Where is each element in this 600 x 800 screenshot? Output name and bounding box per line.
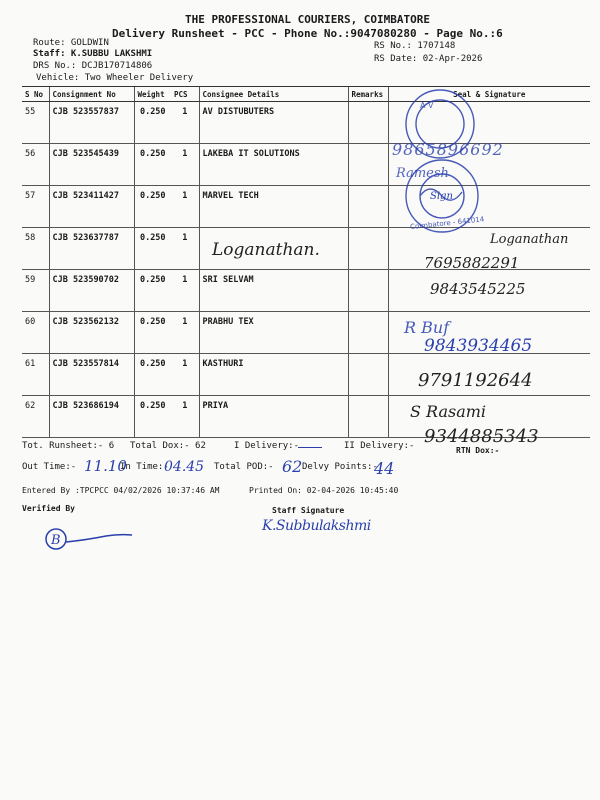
i-delivery: I Delivery:-	[234, 441, 300, 451]
row-sno: 60	[22, 312, 49, 354]
row-weight: 0.250	[134, 312, 171, 354]
row-consignment: CJB 523590702	[49, 270, 134, 312]
hw-row58-phone: 7695882291	[424, 254, 520, 272]
hw-row58-consignee: Loganathan.	[212, 240, 320, 260]
row-pcs: 1	[171, 228, 199, 270]
row-remarks	[348, 354, 388, 396]
col-consignment: Consignment No	[49, 87, 134, 102]
row-consignment: CJB 523686194	[49, 396, 134, 438]
row-weight: 0.250	[134, 354, 171, 396]
printed-on: Printed On: 02-04-2026 10:45:40	[249, 486, 399, 495]
col-pcs: PCS	[171, 87, 199, 102]
col-weight: Weight	[134, 87, 171, 102]
row-sno: 61	[22, 354, 49, 396]
ii-delivery: II Delivery:-	[344, 441, 415, 451]
row-remarks	[348, 396, 388, 438]
hw-row58-sign: Loganathan	[490, 232, 569, 247]
rs-no: RS No.: 1707148	[374, 41, 456, 51]
row-sno: 55	[22, 102, 49, 144]
row-sno: 58	[22, 228, 49, 270]
row-weight: 0.250	[134, 228, 171, 270]
tot-runsheet: Tot. Runsheet:- 6	[22, 441, 115, 451]
row-remarks	[348, 270, 388, 312]
row-pcs: 1	[171, 102, 199, 144]
row-pcs: 1	[171, 270, 199, 312]
row-pcs: 1	[171, 144, 199, 186]
row-consignment: CJB 523545439	[49, 144, 134, 186]
row-weight: 0.250	[134, 396, 171, 438]
table-row	[22, 186, 590, 228]
table-header-row	[22, 87, 590, 102]
row-consignment: CJB 523411427	[49, 186, 134, 228]
in-time-label: In Time:-	[120, 462, 169, 472]
hw-row56-phone: 9865896692	[392, 140, 504, 159]
staff-sig: K.Subbulakshmi	[262, 518, 371, 534]
total-pod-label: Total POD:-	[214, 462, 274, 472]
entered-by: Entered By :TPCPCC 04/02/2026 10:37:46 AM	[22, 486, 220, 495]
row-consignment: CJB 523557837	[49, 102, 134, 144]
svg-text:A V: A V	[420, 101, 434, 110]
row-weight: 0.250	[134, 144, 171, 186]
i-delivery-line	[298, 447, 322, 448]
delvy-points-label: Delvy Points:-	[302, 462, 378, 472]
row-sno: 62	[22, 396, 49, 438]
company-stamp	[380, 84, 490, 234]
route: Route: GOLDWIN	[33, 38, 109, 48]
row-consignee: PRIYA	[199, 396, 348, 438]
row-sno: 56	[22, 144, 49, 186]
col-sno: S No	[22, 87, 49, 102]
hw-row62-name: S Rasami	[410, 402, 487, 421]
hw-row60-phone: 9843934465	[424, 336, 533, 356]
hw-row62-phone: 9344885343	[424, 426, 539, 447]
runsheet-subtitle: Delivery Runsheet - PCC - Phone No.:9047080280 - Page No.:6	[112, 27, 503, 40]
col-consignee: Consignee Details	[199, 87, 348, 102]
staff-signature-label: Staff Signature	[272, 506, 345, 515]
vehicle: Vehicle: Two Wheeler Delivery	[36, 73, 194, 83]
delvy-points-value: 44	[374, 459, 395, 478]
verified-signature	[44, 524, 134, 554]
hw-row59-phone: 9843545225	[430, 280, 526, 298]
row-weight: 0.250	[134, 102, 171, 144]
out-time-label: Out Time:-	[22, 462, 77, 472]
hw-row60-sign: R Buf	[404, 318, 450, 337]
row-sno: 57	[22, 186, 49, 228]
row-pcs: 1	[171, 186, 199, 228]
table-row	[22, 144, 590, 186]
row-pcs: 1	[171, 312, 199, 354]
row-consignee: AV DISTUBUTERS	[199, 102, 348, 144]
hw-row56-name: Ramesh	[396, 166, 449, 181]
col-seal-signature: Seal & Signature	[388, 87, 590, 102]
drs-no: DRS No.: DCJB170714806	[33, 61, 153, 71]
stamp-text: Coimbatore - 641014	[409, 215, 485, 232]
rtn-dox: RTN Dox:-	[456, 446, 500, 455]
rs-date: RS Date: 02-Apr-2026	[374, 54, 483, 64]
col-remarks: Remarks	[348, 87, 388, 102]
verified-initial: B	[51, 533, 61, 548]
table-row	[22, 102, 590, 144]
verified-by-label: Verified By	[22, 504, 75, 513]
out-time-value: 11.10	[84, 457, 127, 475]
hw-row61-phone: 9791192644	[418, 370, 533, 391]
row-consignment: CJB 523637787	[49, 228, 134, 270]
row-consignee: PRABHU TEX	[199, 312, 348, 354]
in-time-value: 04.45	[164, 459, 205, 475]
total-pod-value: 62	[282, 457, 303, 476]
staff: Staff: K.SUBBU LAKSHMI	[33, 49, 153, 59]
total-dox: Total Dox:- 62	[130, 441, 206, 451]
row-consignment: CJB 523557814	[49, 354, 134, 396]
row-consignee: MARVEL TECH	[199, 186, 348, 228]
row-remarks	[348, 312, 388, 354]
row-weight: 0.250	[134, 186, 171, 228]
row-consignment: CJB 523562132	[49, 312, 134, 354]
row-weight: 0.250	[134, 270, 171, 312]
stamp-center-text: Sign	[430, 191, 453, 202]
row-consignee: SRI SELVAM	[199, 270, 348, 312]
row-consignee: LAKEBA IT SOLUTIONS	[199, 144, 348, 186]
row-sno: 59	[22, 270, 49, 312]
row-pcs: 1	[171, 354, 199, 396]
row-pcs: 1	[171, 396, 199, 438]
company-title: THE PROFESSIONAL COURIERS, COIMBATORE	[185, 13, 431, 26]
row-consignee: KASTHURI	[199, 354, 348, 396]
